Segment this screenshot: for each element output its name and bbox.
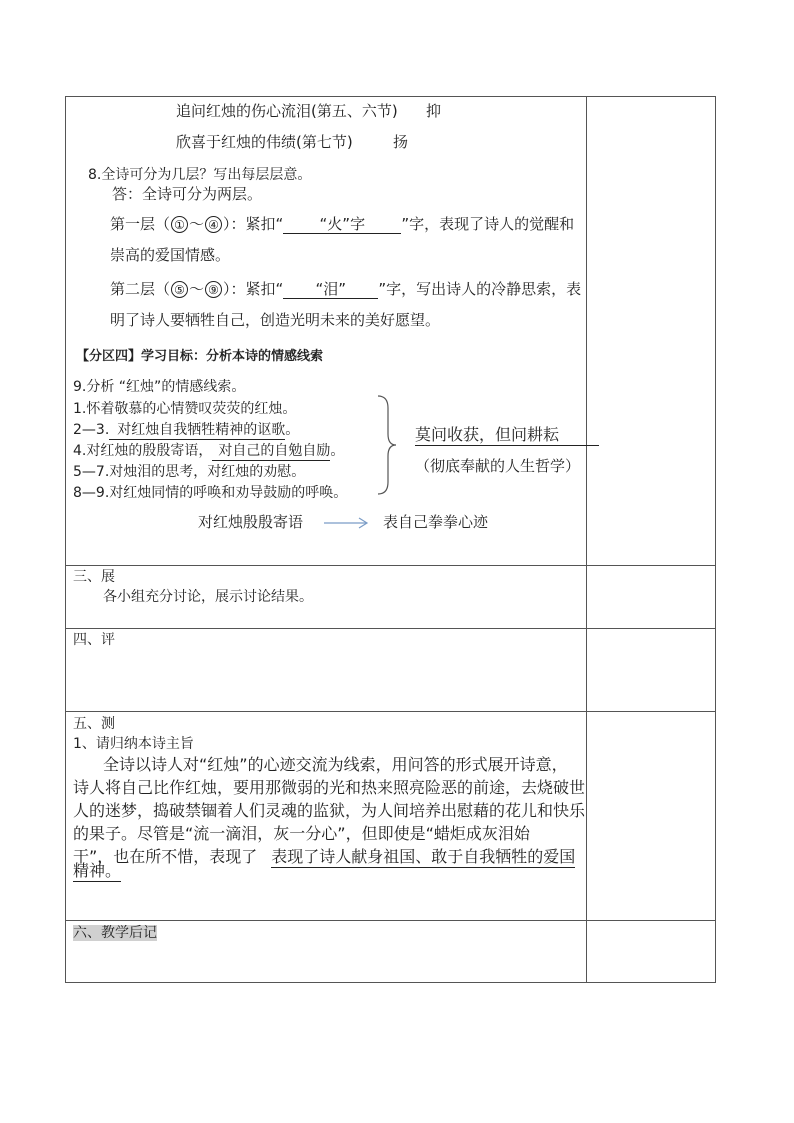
clue-item-4 <box>73 444 344 458</box>
table-divider-section4 <box>65 628 716 629</box>
question-9: 9.分析 “红烛”的情感线索。 <box>73 379 246 395</box>
life-philosophy: （彻底奉献的人生哲学） <box>415 457 581 475</box>
theme-paragraph-line-4: 的果子。尽管是“流一滴泪，灰一分心”，但即使是“蜡炬成灰泪始 <box>73 824 530 843</box>
table-border-top <box>65 96 716 97</box>
circled-number-9: ⑨ <box>205 281 222 298</box>
table-divider-section6 <box>65 920 716 921</box>
layer-1-tilde: ～ <box>189 215 205 233</box>
arrow-right-text: 表自己拳拳心迹 <box>383 513 489 531</box>
theme-answer-underlined: 表现了诗人献身祖国、敢于自我牺牲的爱国 <box>271 847 576 866</box>
section-3-title: 三、展 <box>73 569 115 585</box>
section-5-question-1: 1、请归纳本诗主旨 <box>73 736 194 752</box>
section-3-body: 各小组充分讨论，展示讨论结果。 <box>103 589 313 605</box>
clue-item-2-suffix: 。 <box>285 422 300 438</box>
table-border-right <box>715 96 716 983</box>
answer-8: 答：全诗可分为两层。 <box>112 185 263 203</box>
layer-1-desc: ”字，表现了诗人的觉醒和 <box>401 215 575 233</box>
clue-item-8-text: 对红烛同情的呼唤和劝导鼓励的呼唤。 <box>109 485 348 501</box>
section-5-title: 五、测 <box>73 716 115 732</box>
layer-1-keyword-intro: ）：紧扣“ <box>223 215 284 233</box>
zone-4-heading: 【分区四】学习目标：分析本诗的情感线索 <box>76 349 324 364</box>
layer-2-line <box>110 281 581 299</box>
layer-1-label: 第一层（ <box>110 215 171 233</box>
clue-item-2-prefix: 2—3. <box>73 422 110 438</box>
layer-2-keyword-intro: ）：紧扣“ <box>223 280 284 298</box>
layer-2-desc: ”字，写出诗人的冷静思索，表 <box>378 280 582 298</box>
right-brace-icon <box>376 394 398 496</box>
section-6-title-text: 六、教学后记 <box>73 925 157 941</box>
analysis-line-1-text: 追问红烛的伤心流泪(第五、六节) <box>176 102 398 120</box>
layer-2-tilde: ～ <box>189 280 205 298</box>
theme-paragraph-line-6 <box>73 863 121 879</box>
analysis-line-2: 欣喜于红烛的伟绩(第七节) <box>176 133 353 151</box>
summary-motto <box>415 427 599 443</box>
theme-paragraph-line-2: 诗人将自己比作红烛，要用那微弱的光和热来照亮险恶的前途，去烧破世 <box>73 778 586 797</box>
clue-item-5-prefix: 5—7. <box>73 464 110 480</box>
clue-item-5 <box>73 465 305 479</box>
clue-item-1 <box>73 402 296 416</box>
table-border-left <box>65 96 66 983</box>
clue-item-2 <box>73 423 299 437</box>
table-column-divider <box>586 96 587 983</box>
clue-item-4-suffix: 。 <box>330 443 345 459</box>
clue-item-8 <box>73 486 347 500</box>
layer-1-continuation: 崇高的爱国情感。 <box>110 246 231 264</box>
clue-item-4-underlined: 对自己的自勉自励 <box>212 443 330 461</box>
section-4-title: 四、评 <box>73 632 115 648</box>
clue-item-8-prefix: 8—9. <box>73 485 110 501</box>
circled-number-4: ④ <box>205 216 222 233</box>
summary-motto-text: 莫问收获，但问耕耘 <box>415 425 599 446</box>
clue-item-1-prefix: 1. <box>73 401 87 417</box>
theme-paragraph-line-1: 全诗以诗人对“红烛”的心迹交流为线索，用问答的形式展开诗意， <box>103 755 568 774</box>
layer-2-blank: “泪” <box>283 282 378 299</box>
theme-paragraph-line-3: 人的迷梦，捣破禁锢着人们灵魂的监狱，为人间培养出慰藉的花儿和快乐 <box>73 801 586 820</box>
question-8: 8.全诗可分为几层？写出每层层意。 <box>88 167 312 183</box>
table-divider-section5 <box>65 711 716 712</box>
analysis-line-1 <box>176 104 398 119</box>
analysis-line-1-tag: 抑 <box>426 102 442 120</box>
theme-paragraph-line-5-text: 干”，也在所不惜，表现了 <box>73 847 258 866</box>
circled-number-5: ⑤ <box>171 281 188 298</box>
right-arrow-icon <box>323 516 369 530</box>
layer-1-blank: “火”字 <box>283 217 401 234</box>
analysis-line-2-tag: 扬 <box>393 133 409 151</box>
clue-item-4-text: 对红烛的殷殷寄语， <box>86 443 213 459</box>
clue-item-1-text: 怀着敬慕的心情赞叹荧荧的红烛。 <box>86 401 297 417</box>
arrow-left-text: 对红烛殷殷寄语 <box>198 513 304 531</box>
layer-1-line <box>110 216 574 234</box>
circled-number-1: ① <box>171 216 188 233</box>
theme-paragraph-line-5 <box>73 849 575 865</box>
layer-2-label: 第二层（ <box>110 280 171 298</box>
layer-2-continuation: 明了诗人要牺牲自己，创造光明未来的美好愿望。 <box>110 311 441 329</box>
clue-item-2-underlined: 对红烛自我牺牲精神的讴歌 <box>109 422 285 440</box>
section-6-title <box>73 926 157 940</box>
clue-item-4-prefix: 4. <box>73 443 87 459</box>
table-divider-section3 <box>65 565 716 566</box>
theme-answer-continuation: 精神。 <box>73 861 122 880</box>
clue-item-5-text: 对烛泪的思考，对红烛的劝慰。 <box>109 464 306 480</box>
table-border-bottom <box>65 982 716 983</box>
